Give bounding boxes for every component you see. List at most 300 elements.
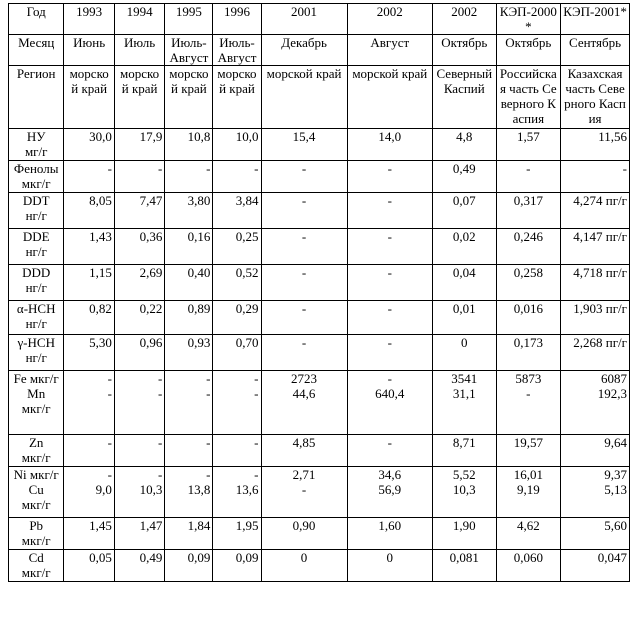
month-cell: Декабрь xyxy=(261,35,347,66)
value-cell xyxy=(165,129,213,161)
row-label-line: мкг/г xyxy=(21,450,51,465)
value-cell xyxy=(496,435,561,467)
value-cell xyxy=(213,193,261,229)
value-cell xyxy=(561,229,630,265)
value-line: 0,89 xyxy=(187,301,211,316)
value-cell xyxy=(114,550,164,582)
value-cell xyxy=(261,550,347,582)
value-line: - xyxy=(387,301,392,316)
row-label xyxy=(9,371,64,435)
value-line: 2,69 xyxy=(139,265,163,280)
month-cell: Октябрь xyxy=(432,35,496,66)
year-cell: КЭП-2001* xyxy=(561,4,630,35)
row-label-line: γ-HCH xyxy=(17,335,55,350)
value-line: 10,3 xyxy=(452,482,476,497)
value-cell xyxy=(64,518,115,550)
value-cell xyxy=(165,161,213,193)
value-cell xyxy=(114,161,164,193)
value-line: 0,82 xyxy=(89,301,112,316)
value-line: 34,6 xyxy=(378,467,402,482)
value-cell xyxy=(347,550,432,582)
data-row xyxy=(9,335,630,371)
value-line: 2723 xyxy=(291,371,318,386)
data-row xyxy=(9,467,630,518)
row-label-line: нг/г xyxy=(25,244,47,259)
row-label xyxy=(9,229,64,265)
value-line: 0,04 xyxy=(452,265,476,280)
value-line: 0 xyxy=(461,335,468,350)
value-cell xyxy=(114,435,164,467)
data-row xyxy=(9,301,630,335)
month-cell: Июль-Август xyxy=(213,35,261,66)
row-label-line: Cd xyxy=(28,550,44,565)
value-line: 8,05 xyxy=(89,193,112,208)
row-label xyxy=(9,435,64,467)
value-cell xyxy=(64,435,115,467)
row-label xyxy=(9,129,64,161)
value-cell xyxy=(64,301,115,335)
value-line: 19,57 xyxy=(513,435,543,450)
year-cell: 1994 xyxy=(114,4,164,35)
row-label xyxy=(9,467,64,518)
row-label-line: нг/г xyxy=(25,350,47,365)
value-cell xyxy=(261,518,347,550)
value-line: - xyxy=(254,467,259,482)
value-line: - xyxy=(301,335,307,350)
value-line: - xyxy=(254,371,259,386)
value-cell xyxy=(165,301,213,335)
value-cell xyxy=(213,161,261,193)
value-cell xyxy=(165,335,213,371)
value-cell xyxy=(213,518,261,550)
value-cell xyxy=(347,129,432,161)
value-cell xyxy=(496,467,561,518)
value-line: 1,60 xyxy=(378,518,402,533)
value-cell xyxy=(114,129,164,161)
year-cell: 1993 xyxy=(64,4,115,35)
value-line: - xyxy=(206,161,211,176)
year-cell: КЭП-2000* xyxy=(496,4,561,35)
month-cell: Сентябрь xyxy=(561,35,630,66)
region-cell: морской край xyxy=(64,66,115,129)
value-line: - xyxy=(387,265,392,280)
row-label-line: нг/г xyxy=(25,208,47,223)
value-line: - xyxy=(107,467,112,482)
value-cell xyxy=(561,265,630,301)
value-line: - xyxy=(387,193,392,208)
row-label-line: нг/г xyxy=(25,280,47,295)
value-line: 5,52 xyxy=(452,467,476,482)
value-cell xyxy=(213,129,261,161)
row-label-line: мкг/г xyxy=(21,533,51,548)
value-line: 0,36 xyxy=(139,229,163,244)
value-cell xyxy=(432,129,496,161)
value-line: - xyxy=(206,386,211,401)
value-cell xyxy=(561,550,630,582)
value-line: 1,903 пг/г xyxy=(573,301,627,316)
month-cell: Август xyxy=(347,35,432,66)
value-cell xyxy=(561,518,630,550)
value-line: 44,6 xyxy=(292,386,316,401)
value-line: - xyxy=(387,161,392,176)
value-line: - xyxy=(254,161,259,176)
value-line: - xyxy=(301,193,307,208)
month-cell: Июнь xyxy=(64,35,115,66)
value-line: - xyxy=(157,161,163,176)
region-cell: Российская часть Северного Каспия xyxy=(496,66,561,129)
value-cell xyxy=(496,265,561,301)
value-line: 0,07 xyxy=(452,193,476,208)
value-line: - xyxy=(301,265,307,280)
row-label xyxy=(9,550,64,582)
value-line: 2,71 xyxy=(292,467,316,482)
value-line: 0,02 xyxy=(452,229,476,244)
year-cell: 1995 xyxy=(165,4,213,35)
value-cell xyxy=(165,229,213,265)
value-cell xyxy=(561,193,630,229)
value-cell xyxy=(432,435,496,467)
value-cell xyxy=(213,335,261,371)
value-line: 640,4 xyxy=(375,386,405,401)
value-line: 1,57 xyxy=(516,129,540,144)
value-line: 0,40 xyxy=(187,265,211,280)
year-cell: 1996 xyxy=(213,4,261,35)
value-line: - xyxy=(301,301,307,316)
value-cell xyxy=(496,371,561,435)
month-label: Месяц xyxy=(9,35,64,66)
value-cell xyxy=(165,550,213,582)
value-line: 192,3 xyxy=(597,386,627,401)
value-line: 5,13 xyxy=(604,482,627,497)
value-cell xyxy=(114,518,164,550)
value-cell xyxy=(64,467,115,518)
value-line: - xyxy=(301,229,307,244)
value-cell xyxy=(347,467,432,518)
value-line: - xyxy=(107,161,112,176)
value-line: 0,90 xyxy=(292,518,316,533)
value-line: 9,0 xyxy=(95,482,112,497)
value-line: 0,016 xyxy=(513,301,543,316)
value-cell xyxy=(261,129,347,161)
value-line: - xyxy=(526,161,531,176)
value-cell xyxy=(347,335,432,371)
value-cell xyxy=(347,265,432,301)
value-cell xyxy=(213,229,261,265)
value-cell xyxy=(496,301,561,335)
month-cell: Июль-Август xyxy=(165,35,213,66)
row-label-line: Zn xyxy=(28,435,44,450)
value-cell xyxy=(496,229,561,265)
value-line: 0,25 xyxy=(235,229,259,244)
value-line: 0,22 xyxy=(139,301,163,316)
row-label xyxy=(9,301,64,335)
value-line: 4,8 xyxy=(456,129,473,144)
value-cell xyxy=(347,435,432,467)
value-cell xyxy=(561,371,630,435)
value-line: 0,09 xyxy=(187,550,211,565)
value-line: 17,9 xyxy=(139,129,163,144)
value-cell xyxy=(496,193,561,229)
value-line: - xyxy=(622,161,627,176)
row-label xyxy=(9,161,64,193)
value-line: - xyxy=(107,386,112,401)
region-cell: морской край xyxy=(114,66,164,129)
row-label-line: DDE xyxy=(22,229,50,244)
value-cell xyxy=(432,371,496,435)
pollutant-table xyxy=(8,3,630,582)
value-line: 0,52 xyxy=(235,265,259,280)
value-cell xyxy=(261,435,347,467)
value-cell xyxy=(165,467,213,518)
value-line: 31,1 xyxy=(452,386,476,401)
value-line: - xyxy=(157,467,163,482)
data-row xyxy=(9,435,630,467)
value-line: 1,43 xyxy=(89,229,112,244)
value-line: 10,8 xyxy=(187,129,211,144)
value-line: 6087 xyxy=(601,371,627,386)
value-cell xyxy=(261,301,347,335)
value-line: - xyxy=(526,386,531,401)
value-cell xyxy=(347,301,432,335)
value-line: - xyxy=(206,467,211,482)
value-line: 9,37 xyxy=(604,467,627,482)
value-cell xyxy=(114,335,164,371)
value-line: 4,274 пг/г xyxy=(573,193,627,208)
value-cell xyxy=(561,161,630,193)
value-cell xyxy=(213,301,261,335)
value-cell xyxy=(347,193,432,229)
value-line: - xyxy=(387,371,392,386)
row-label-line: α-HCH xyxy=(16,301,56,316)
row-label-line: Cu xyxy=(28,482,44,497)
value-line: 3,84 xyxy=(235,193,259,208)
value-line: 9,64 xyxy=(604,435,627,450)
value-line: - xyxy=(107,435,112,450)
value-cell xyxy=(261,467,347,518)
value-cell xyxy=(432,518,496,550)
value-cell xyxy=(261,335,347,371)
value-cell xyxy=(64,129,115,161)
row-label xyxy=(9,335,64,371)
value-cell xyxy=(561,467,630,518)
year-label: Год xyxy=(9,4,64,35)
value-line: 16,01 xyxy=(513,467,543,482)
data-row xyxy=(9,129,630,161)
year-cell: 2001 xyxy=(261,4,347,35)
value-cell xyxy=(432,229,496,265)
value-cell xyxy=(561,129,630,161)
value-line: 1,84 xyxy=(187,518,211,533)
month-row xyxy=(9,35,630,66)
value-line: 0 xyxy=(300,550,308,565)
region-label: Регион xyxy=(9,66,64,129)
value-cell xyxy=(213,550,261,582)
value-cell xyxy=(561,335,630,371)
value-line: - xyxy=(254,386,259,401)
value-line: 7,47 xyxy=(139,193,163,208)
row-label-line: Fe мкг/г xyxy=(13,371,59,386)
value-line: 2,268 пг/г xyxy=(573,335,627,350)
row-label-line: мкг/г xyxy=(21,401,51,416)
row-label xyxy=(9,193,64,229)
value-line: 0,060 xyxy=(513,550,543,565)
region-cell: морской край xyxy=(213,66,261,129)
value-line: 0,16 xyxy=(187,229,211,244)
value-line: 13,6 xyxy=(235,482,259,497)
value-cell xyxy=(64,335,115,371)
data-row xyxy=(9,161,630,193)
value-cell xyxy=(261,265,347,301)
value-cell xyxy=(347,161,432,193)
value-line: 0,49 xyxy=(139,550,163,565)
value-line: 56,9 xyxy=(378,482,402,497)
value-cell xyxy=(64,229,115,265)
value-line: - xyxy=(387,335,392,350)
value-cell xyxy=(347,229,432,265)
value-cell xyxy=(165,435,213,467)
region-cell: Северный Каспий xyxy=(432,66,496,129)
value-line: - xyxy=(206,435,211,450)
value-cell xyxy=(432,265,496,301)
data-row xyxy=(9,518,630,550)
value-line: 10,3 xyxy=(139,482,163,497)
value-cell xyxy=(496,518,561,550)
region-cell: Казахская часть Северного Каспия xyxy=(561,66,630,129)
row-label xyxy=(9,265,64,301)
value-cell xyxy=(165,371,213,435)
value-cell xyxy=(261,371,347,435)
value-line: 0,49 xyxy=(452,161,476,176)
value-line: 0,05 xyxy=(89,550,112,565)
value-cell xyxy=(64,371,115,435)
row-label-line: DDD xyxy=(22,265,51,280)
value-line: - xyxy=(387,229,392,244)
value-line: 15,4 xyxy=(292,129,316,144)
value-cell xyxy=(114,371,164,435)
value-cell xyxy=(432,467,496,518)
value-line: 1,47 xyxy=(139,518,163,533)
value-line: 14,0 xyxy=(378,129,402,144)
value-line: 0,258 xyxy=(513,265,543,280)
row-label-line: Mn xyxy=(27,386,46,401)
value-line: - xyxy=(301,161,307,176)
value-line: 3541 xyxy=(451,371,478,386)
value-cell xyxy=(561,301,630,335)
row-label-line: мкг/г xyxy=(21,497,51,512)
year-cell: 2002 xyxy=(432,4,496,35)
month-cell: Июль xyxy=(114,35,164,66)
value-line: - xyxy=(107,371,112,386)
row-label-line: мкг/г xyxy=(21,176,51,191)
region-cell: морской край xyxy=(347,66,432,129)
value-line: - xyxy=(157,371,163,386)
data-row xyxy=(9,193,630,229)
value-line: - xyxy=(157,435,163,450)
value-line: 5873 xyxy=(515,371,542,386)
value-cell xyxy=(496,129,561,161)
value-line: - xyxy=(206,371,211,386)
year-cell: 2002 xyxy=(347,4,432,35)
data-row xyxy=(9,550,630,582)
value-cell xyxy=(114,193,164,229)
value-cell xyxy=(347,371,432,435)
value-cell xyxy=(261,161,347,193)
value-cell xyxy=(114,229,164,265)
value-line: 5,30 xyxy=(89,335,112,350)
value-line: 0,047 xyxy=(597,550,627,565)
value-line: 4,147 пг/г xyxy=(573,229,627,244)
value-line: 1,95 xyxy=(235,518,259,533)
row-label-line: НУ xyxy=(26,129,46,144)
value-line: - xyxy=(157,386,163,401)
value-cell xyxy=(64,550,115,582)
value-line: 8,71 xyxy=(452,435,476,450)
value-cell xyxy=(64,265,115,301)
value-cell xyxy=(432,161,496,193)
value-cell xyxy=(213,371,261,435)
value-cell xyxy=(64,161,115,193)
value-cell xyxy=(561,435,630,467)
value-cell xyxy=(213,467,261,518)
value-line: - xyxy=(387,435,392,450)
value-cell xyxy=(165,518,213,550)
value-line: 1,45 xyxy=(89,518,112,533)
value-line: 30,0 xyxy=(89,129,112,144)
value-cell xyxy=(347,518,432,550)
value-line: 4,718 пг/г xyxy=(573,265,627,280)
month-cell: Октябрь xyxy=(496,35,561,66)
value-line: 0,01 xyxy=(452,301,476,316)
value-cell xyxy=(165,193,213,229)
year-row xyxy=(9,4,630,35)
data-row xyxy=(9,229,630,265)
value-line: 1,15 xyxy=(89,265,112,280)
row-label-line: мг/г xyxy=(24,144,48,159)
region-row xyxy=(9,66,630,129)
value-cell xyxy=(261,229,347,265)
value-line: 0,70 xyxy=(235,335,259,350)
value-cell xyxy=(432,550,496,582)
row-label-line: DDT xyxy=(22,193,50,208)
value-line: 0,93 xyxy=(187,335,211,350)
value-line: - xyxy=(301,482,307,497)
value-line: 10,0 xyxy=(235,129,259,144)
value-cell xyxy=(432,335,496,371)
region-cell: морской край xyxy=(261,66,347,129)
value-line: 5,60 xyxy=(604,518,627,533)
row-label-line: Фенолы xyxy=(13,161,59,176)
value-line: 0,96 xyxy=(139,335,163,350)
value-line: 0,173 xyxy=(513,335,543,350)
value-line: 0,081 xyxy=(449,550,479,565)
value-cell xyxy=(432,193,496,229)
row-label-line: Ni мкг/г xyxy=(13,467,59,482)
value-cell xyxy=(432,301,496,335)
value-line: 9,19 xyxy=(516,482,540,497)
value-line: 3,80 xyxy=(187,193,211,208)
data-row xyxy=(9,265,630,301)
value-cell xyxy=(496,335,561,371)
value-cell xyxy=(261,193,347,229)
row-label-line: мкг/г xyxy=(21,565,51,580)
value-cell xyxy=(114,301,164,335)
value-line: 1,90 xyxy=(452,518,476,533)
row-label-line: Pb xyxy=(29,518,44,533)
value-cell xyxy=(496,161,561,193)
value-line: 13,8 xyxy=(187,482,211,497)
row-label xyxy=(9,518,64,550)
value-line: 0,09 xyxy=(235,550,259,565)
